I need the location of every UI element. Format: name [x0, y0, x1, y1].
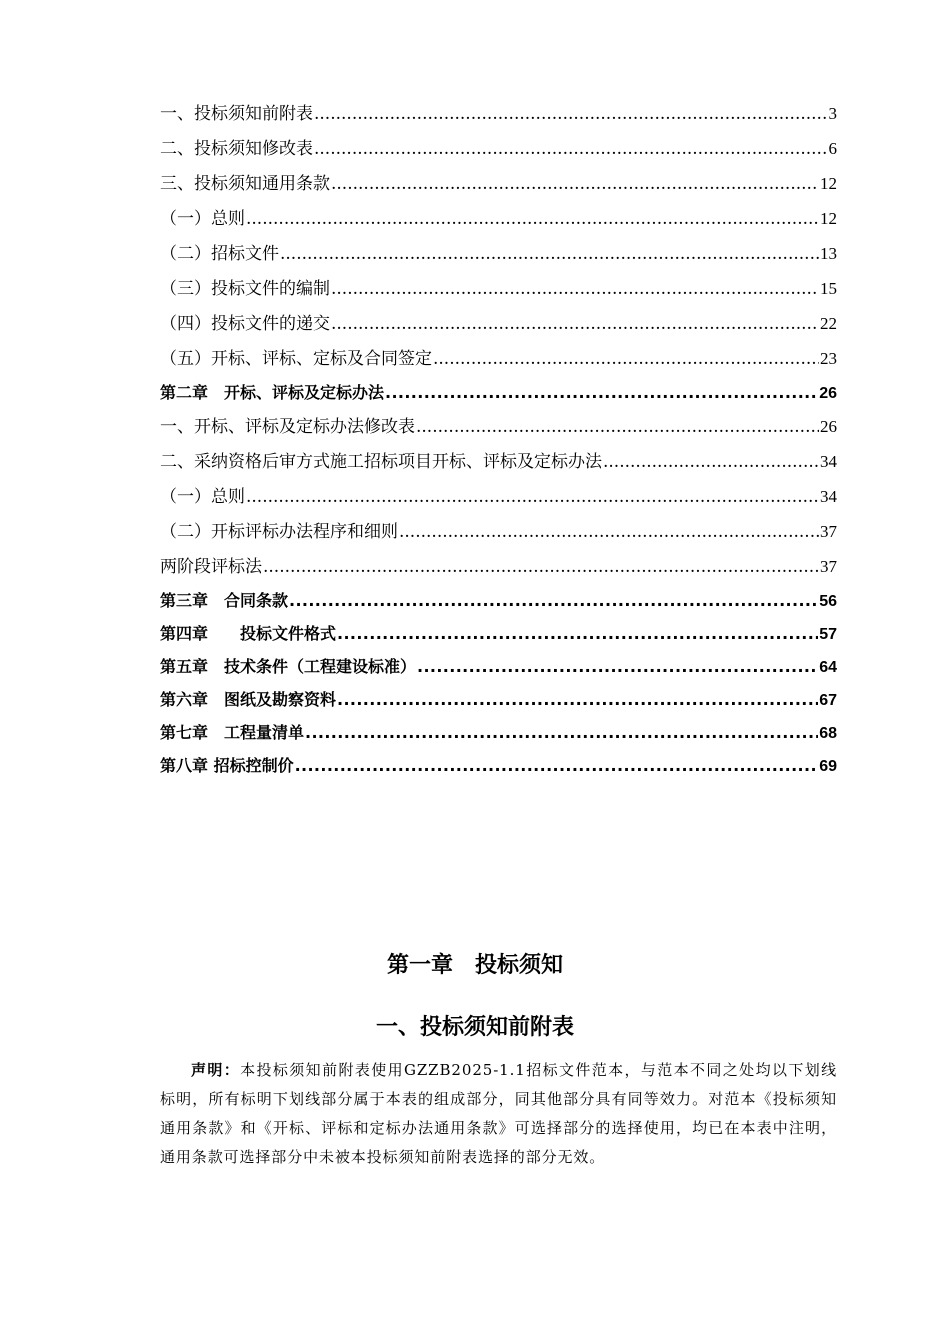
toc-entry-page: 64: [819, 659, 837, 676]
toc-entry-label: （二）开标评标办法程序和细则: [160, 522, 398, 542]
toc-dot-leader: [417, 650, 818, 683]
toc-entry[interactable]: [160, 409, 837, 444]
toc-entry[interactable]: [160, 617, 837, 650]
toc-entry[interactable]: [160, 716, 837, 749]
statement-body: 本投标须知前附表使用GZZB2025-1.1招标文件范本，与范本不同之处均以下划线标明，所有标明下划线部分属于本表的组成部分，同其他部分具有同等效力。对范本《投标须知通用条款》和《开标、评标和定标办法通用条款》可选择部分的选择使用，均已在本表中注明，通用条款可选择部分中未被本投标须知前附表选择的部分无效。: [160, 1061, 837, 1166]
toc-entry-page: 34: [820, 452, 837, 471]
toc-entry[interactable]: [160, 236, 837, 271]
toc-entry-page: 23: [820, 349, 837, 368]
toc-dot-leader: [280, 237, 819, 272]
toc-dot-leader: [399, 515, 819, 550]
toc-entry-page: 6: [828, 139, 837, 158]
toc-dot-leader: [314, 132, 828, 167]
toc-entry-label: （一）总则: [160, 487, 245, 507]
toc-entry-page: 13: [820, 244, 837, 263]
toc-entry[interactable]: [160, 341, 837, 376]
toc-entry[interactable]: [160, 650, 837, 683]
toc-entry[interactable]: [160, 444, 837, 479]
toc-dot-leader: [331, 307, 819, 342]
toc-dot-leader: [295, 749, 819, 782]
toc-entry-label: 第四章 投标文件格式: [160, 624, 337, 643]
toc-entry-label: 第八章 招标控制价: [160, 756, 294, 775]
toc-dot-leader: [416, 410, 819, 445]
toc-entry[interactable]: [160, 683, 837, 716]
toc-entry-page: 68: [819, 725, 837, 742]
toc-entry-label: 一、开标、评标及定标办法修改表: [160, 417, 415, 437]
toc-entry[interactable]: [160, 131, 837, 166]
statement-lead: 声明：: [191, 1061, 241, 1079]
toc-entry[interactable]: [160, 96, 837, 131]
toc-entry-page: 15: [820, 279, 837, 298]
toc-entry-page: 12: [820, 209, 837, 228]
toc-entry-page: 69: [819, 758, 837, 775]
toc-dot-leader: [246, 202, 819, 237]
toc-entry[interactable]: [160, 479, 837, 514]
toc-entry-label: 第三章 合同条款: [160, 591, 289, 610]
toc-entry[interactable]: [160, 201, 837, 236]
toc-entry[interactable]: [160, 271, 837, 306]
statement-paragraph: [160, 1056, 837, 1172]
toc-dot-leader: [331, 272, 819, 307]
section-title: 一、投标须知前附表: [375, 1015, 574, 1040]
toc-entry-page: 37: [820, 522, 837, 541]
toc-entry[interactable]: [160, 306, 837, 341]
toc-dot-leader: [603, 445, 819, 480]
toc-entry-page: 3: [828, 104, 837, 123]
toc-entry-label: （三）投标文件的编制: [160, 279, 330, 299]
toc-dot-leader: [305, 716, 818, 749]
toc-entry-page: 56: [819, 593, 837, 610]
toc-entry-label: 第七章 工程量清单: [160, 723, 305, 742]
toc-dot-leader: [433, 342, 819, 377]
toc-entry-label: 两阶段评标法: [160, 557, 262, 577]
toc-entry-page: 26: [819, 385, 837, 402]
toc-entry-page: 37: [820, 557, 837, 576]
toc-entry[interactable]: [160, 166, 837, 201]
toc-dot-leader: [337, 683, 818, 716]
toc-dot-leader: [337, 617, 818, 650]
toc-entry[interactable]: [160, 549, 837, 584]
toc-dot-leader: [314, 97, 828, 132]
toc-entry[interactable]: [160, 749, 837, 782]
toc-entry-label: 三、投标须知通用条款: [160, 174, 330, 194]
chapter-title: 第一章 投标须知: [386, 953, 563, 978]
toc-entry-label: （五）开标、评标、定标及合同签定: [160, 349, 432, 369]
toc-entry[interactable]: [160, 376, 837, 409]
toc-dot-leader: [246, 480, 819, 515]
toc-dot-leader: [289, 584, 818, 617]
toc-entry-page: 22: [820, 314, 837, 333]
toc-entry-label: 二、投标须知修改表: [160, 139, 313, 159]
toc-entry-page: 57: [819, 626, 837, 643]
toc-entry-label: 第六章 图纸及勘察资料: [160, 690, 337, 709]
toc-entry-page: 26: [820, 417, 837, 436]
toc-entry-label: 第二章 开标、评标及定标办法: [160, 383, 385, 402]
toc-entry-page: 67: [819, 692, 837, 709]
toc-entry-label: （二）招标文件: [160, 244, 279, 264]
toc-entry-page: 34: [820, 487, 837, 506]
toc-dot-leader: [263, 550, 819, 585]
toc-entry-label: 第五章 技术条件（工程建设标准）: [160, 657, 417, 676]
toc-entry[interactable]: [160, 584, 837, 617]
toc-entry-page: 12: [820, 174, 837, 193]
toc-entry-label: （一）总则: [160, 209, 245, 229]
toc-entry-label: 一、投标须知前附表: [160, 104, 313, 124]
toc-dot-leader: [385, 376, 818, 409]
table-of-contents: [160, 96, 837, 782]
toc-entry-label: （四）投标文件的递交: [160, 314, 330, 334]
toc-dot-leader: [331, 167, 819, 202]
toc-entry-label: 二、采纳资格后审方式施工招标项目开标、评标及定标办法: [160, 452, 602, 472]
toc-entry[interactable]: [160, 514, 837, 549]
